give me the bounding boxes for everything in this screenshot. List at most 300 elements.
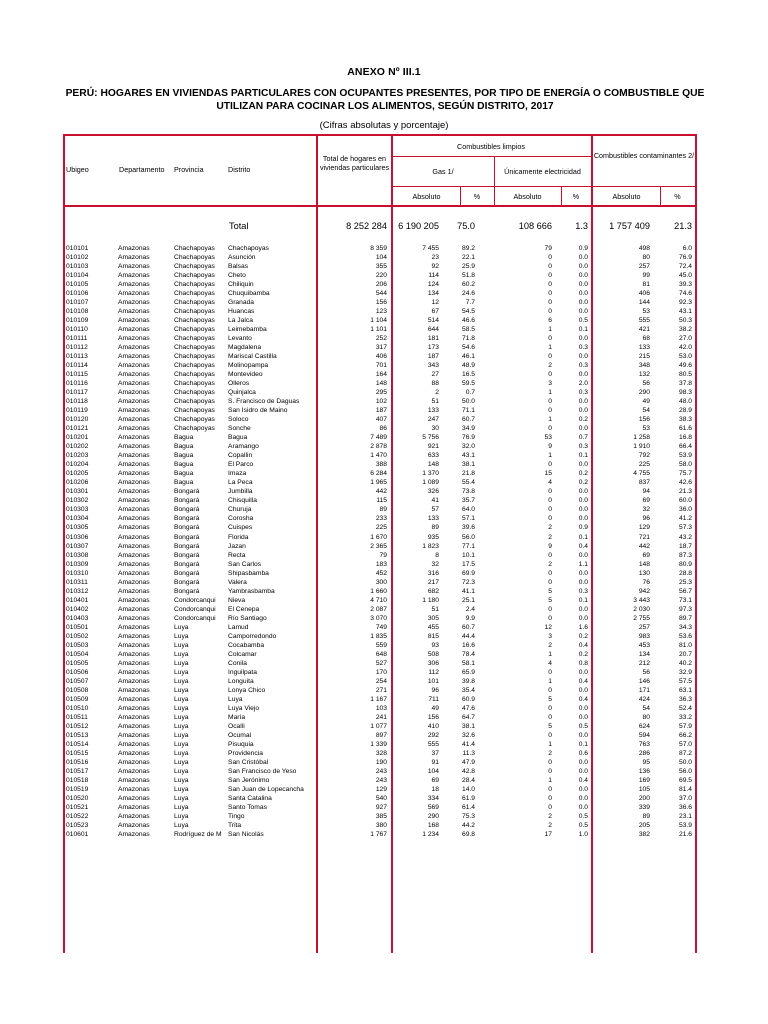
cell-departamento: Amazonas — [118, 713, 150, 721]
cell-cont-abs: 257 — [638, 623, 650, 631]
cell-ubigeo: 010105 — [66, 281, 89, 289]
cell-elec-pct: 0.5 — [578, 317, 588, 325]
cell-elec-pct: 0.0 — [578, 668, 588, 676]
cell-total-households: 233 — [375, 515, 387, 523]
annex-number: ANEXO Nº III.1 — [347, 66, 421, 78]
cell-cont-pct: 45.0 — [678, 272, 692, 280]
cell-ubigeo: 010101 — [66, 245, 89, 252]
cell-total-households: 1 767 — [370, 831, 387, 839]
cell-elec-abs: 2 — [548, 822, 552, 829]
table-row — [63, 614, 697, 623]
cell-departamento: Amazonas — [118, 822, 150, 829]
cell-provincia: Luya — [174, 713, 189, 721]
cell-cont-pct: 81.0 — [678, 641, 692, 649]
cell-provincia: Chachapoyas — [174, 344, 215, 352]
cell-distrito: Colcamar — [228, 650, 257, 658]
cell-provincia: Luya — [174, 776, 189, 784]
cell-departamento: Amazonas — [118, 803, 150, 811]
col-header-cont-pct: % — [674, 192, 681, 201]
cell-total-households: 2 365 — [370, 542, 387, 550]
table-row — [63, 551, 697, 560]
cell-total-households: 220 — [375, 272, 387, 280]
cell-elec-pct: 0.0 — [578, 488, 588, 496]
cell-departamento: Amazonas — [118, 380, 150, 388]
cell-departamento: Amazonas — [118, 425, 150, 433]
cell-elec-pct: 1.0 — [578, 831, 588, 839]
cell-cont-abs: 69 — [642, 551, 650, 559]
cell-distrito: S. Francisco de Daguas — [228, 398, 300, 406]
total-gas-pct: 75.0 — [457, 221, 475, 231]
table-row — [63, 794, 697, 803]
cell-distrito: Quinjalca — [228, 389, 256, 397]
cell-provincia: Luya — [174, 767, 189, 775]
cell-distrito: Copallin — [228, 452, 253, 460]
cell-elec-pct: 0.0 — [578, 353, 588, 361]
col-header-elec-pct: % — [572, 192, 580, 201]
cell-cont-pct: 50.3 — [678, 317, 692, 325]
cell-cont-pct: 57.5 — [678, 677, 692, 685]
cell-total-households: 1 670 — [370, 533, 387, 541]
document-title — [60, 88, 710, 113]
cell-cont-pct: 66.2 — [678, 731, 692, 739]
table-row — [63, 271, 697, 280]
cell-departamento: Amazonas — [118, 668, 150, 676]
cell-elec-abs: 9 — [548, 542, 552, 550]
cell-ubigeo: 010115 — [66, 371, 88, 379]
cell-distrito: Longuita — [228, 677, 254, 685]
cell-provincia: Bongará — [174, 506, 200, 514]
cell-cont-abs: 837 — [638, 479, 650, 487]
cell-gas-abs: 555 — [427, 740, 439, 748]
cell-ubigeo: 010103 — [66, 263, 89, 271]
cell-gas-pct: 39.6 — [461, 524, 475, 532]
cell-cont-pct: 69.5 — [678, 776, 692, 784]
cell-elec-pct: 0.3 — [578, 344, 588, 352]
cell-elec-abs: 0 — [548, 506, 552, 514]
col-header-limpios: Combustibles limpios — [457, 142, 525, 151]
cell-total-households: 7 489 — [370, 434, 387, 442]
cell-departamento: Amazonas — [118, 470, 150, 478]
cell-elec-abs: 2 — [548, 362, 552, 370]
cell-cont-abs: 1 910 — [633, 443, 650, 451]
cell-total-households: 355 — [375, 263, 387, 271]
cell-gas-pct: 71.1 — [461, 407, 475, 415]
cell-departamento: Amazonas — [118, 497, 150, 505]
cell-distrito: Conila — [228, 659, 247, 667]
cell-cont-pct: 53.9 — [678, 452, 692, 460]
table-row — [63, 361, 697, 370]
cell-provincia: Luya — [174, 632, 189, 640]
cell-departamento: Amazonas — [118, 272, 150, 280]
cell-distrito: Molinopampa — [228, 362, 269, 370]
cell-cont-abs: 594 — [638, 731, 650, 739]
cell-total-households: 4 710 — [370, 596, 387, 604]
cell-total-households: 148 — [375, 380, 387, 388]
cell-cont-abs: 96 — [642, 515, 650, 523]
cell-cont-abs: 286 — [638, 749, 650, 757]
cell-provincia: Bagua — [174, 470, 194, 478]
cell-cont-abs: 983 — [638, 632, 650, 640]
col-header-contaminantes: Combustibles contaminantes 2/ — [593, 151, 695, 160]
cell-cont-abs: 129 — [638, 524, 650, 532]
table-row — [63, 343, 697, 352]
cell-elec-pct: 0.1 — [578, 326, 588, 334]
cell-departamento: Amazonas — [118, 641, 150, 649]
cell-total-households: 749 — [375, 623, 387, 631]
cell-ubigeo: 010113 — [66, 353, 88, 361]
cell-total-households: 89 — [379, 506, 387, 514]
cell-elec-abs: 79 — [544, 245, 552, 252]
cell-elec-pct: 2.0 — [578, 380, 588, 388]
cell-cont-abs: 56 — [642, 380, 650, 388]
cell-elec-abs: 0 — [548, 281, 552, 289]
cell-departamento: Amazonas — [118, 353, 150, 361]
table-row — [63, 316, 697, 325]
cell-distrito: Camporredondo — [228, 632, 277, 640]
cell-provincia: Condorcanqui — [174, 596, 216, 604]
cell-departamento: Amazonas — [118, 632, 150, 640]
table-row — [63, 767, 697, 776]
cell-elec-abs: 4 — [548, 479, 552, 487]
cell-cont-abs: 53 — [642, 308, 650, 316]
cell-elec-pct: 0.2 — [578, 650, 588, 658]
cell-cont-abs: 225 — [638, 461, 650, 469]
cell-cont-abs: 32 — [642, 506, 650, 514]
cell-total-households: 170 — [375, 668, 387, 676]
cell-departamento: Amazonas — [118, 389, 150, 397]
cell-cont-abs: 406 — [638, 290, 650, 298]
cell-elec-pct: 0.4 — [578, 641, 588, 649]
cell-cont-pct: 37.8 — [678, 380, 692, 388]
col-header-departamento: Departamento — [119, 165, 165, 174]
cell-gas-pct: 25.9 — [461, 263, 475, 271]
table-row — [63, 533, 697, 542]
cell-provincia: Luya — [174, 668, 189, 676]
cell-ubigeo: 010521 — [66, 803, 89, 811]
cell-departamento: Amazonas — [118, 831, 150, 839]
cell-cont-pct: 66.4 — [678, 443, 692, 451]
table-row — [63, 397, 697, 406]
table-row — [63, 307, 697, 316]
cell-gas-pct: 55.4 — [461, 479, 475, 487]
cell-cont-pct: 92.3 — [678, 299, 692, 307]
cell-cont-abs: 257 — [638, 263, 650, 271]
table-row — [63, 830, 697, 839]
cell-ubigeo: 010503 — [66, 641, 89, 649]
cell-elec-pct: 0.5 — [578, 722, 588, 730]
cell-gas-pct: 75.3 — [461, 812, 475, 820]
cell-cont-abs: 498 — [638, 245, 650, 252]
cell-ubigeo: 010501 — [66, 623, 89, 631]
cell-ubigeo: 010507 — [66, 677, 89, 685]
cell-elec-pct: 0.0 — [578, 551, 588, 559]
cell-cont-abs: 144 — [638, 299, 650, 307]
cell-elec-abs: 0 — [548, 704, 552, 712]
cell-gas-pct: 61.9 — [461, 794, 475, 802]
cell-total-households: 243 — [375, 776, 387, 784]
cell-departamento: Amazonas — [118, 578, 150, 586]
cell-gas-pct: 48.9 — [461, 362, 475, 370]
cell-distrito: Ocalli — [228, 722, 245, 730]
cell-provincia: Luya — [174, 794, 189, 802]
cell-elec-pct: 0.4 — [578, 677, 588, 685]
cell-departamento: Amazonas — [118, 479, 150, 487]
cell-departamento: Amazonas — [118, 443, 150, 451]
cell-departamento: Amazonas — [118, 569, 150, 577]
cell-distrito: La Peca — [228, 479, 253, 487]
cell-gas-pct: 60.9 — [461, 695, 475, 703]
cell-elec-abs: 2 — [548, 641, 552, 649]
table-row — [63, 695, 697, 704]
cell-ubigeo: 010119 — [66, 407, 88, 415]
cell-departamento: Amazonas — [118, 686, 150, 694]
cell-cont-pct: 60.0 — [678, 497, 692, 505]
cell-elec-abs: 2 — [548, 524, 552, 532]
cell-gas-abs: 1 180 — [422, 596, 439, 604]
cell-provincia: Bagua — [174, 452, 194, 460]
cell-provincia: Chachapoyas — [174, 425, 215, 433]
cell-cont-abs: 130 — [638, 569, 650, 577]
cell-departamento: Amazonas — [118, 299, 150, 307]
cell-elec-pct: 0.8 — [578, 659, 588, 667]
total-households: 8 252 284 — [346, 221, 387, 231]
cell-elec-pct: 0.0 — [578, 335, 588, 343]
col-header-gas: Gas 1/ — [432, 167, 454, 176]
col-header-elec-absoluto: Absoluto — [513, 192, 542, 201]
cell-provincia: Luya — [174, 731, 189, 739]
cell-total-households: 701 — [375, 362, 387, 370]
cell-gas-abs: 8 — [435, 551, 439, 559]
cell-cont-pct: 34.3 — [678, 623, 692, 631]
cell-gas-abs: 104 — [427, 767, 439, 775]
cell-cont-abs: 56 — [642, 668, 650, 676]
cell-gas-pct: 72.3 — [461, 578, 475, 586]
table-row — [63, 253, 697, 262]
cell-total-households: 6 284 — [370, 470, 387, 478]
total-elec-abs: 108 666 — [518, 221, 552, 231]
cell-elec-pct: 0.0 — [578, 497, 588, 505]
cell-distrito: Chisquilla — [228, 497, 257, 505]
cell-ubigeo: 010114 — [66, 362, 88, 370]
cell-gas-pct: 41.1 — [461, 587, 475, 595]
cell-provincia: Bongará — [174, 488, 200, 496]
cell-elec-abs: 0 — [548, 758, 552, 766]
cell-elec-abs: 0 — [548, 515, 552, 523]
total-elec-pct: 1.3 — [575, 221, 588, 231]
cell-gas-pct: 89.2 — [461, 245, 475, 252]
cell-elec-abs: 1 — [548, 452, 552, 460]
cell-distrito: Jumbilla — [228, 488, 253, 496]
cell-total-households: 104 — [375, 254, 387, 262]
cell-gas-abs: 96 — [431, 686, 439, 694]
cell-elec-pct: 0.0 — [578, 803, 588, 811]
cell-gas-abs: 18 — [431, 785, 439, 793]
cell-gas-pct: 24.6 — [461, 290, 475, 298]
cell-departamento: Amazonas — [118, 767, 150, 775]
title-line-2: UTILIZAN PARA COCINAR LOS ALIMENTOS, SEGÚN DISTRITO, 2017 — [216, 100, 554, 112]
cell-elec-abs: 0 — [548, 686, 552, 694]
cell-elec-pct: 0.2 — [578, 416, 588, 424]
cell-total-households: 225 — [375, 524, 387, 532]
cell-departamento: Amazonas — [118, 758, 150, 766]
cell-cont-abs: 205 — [638, 822, 650, 829]
cell-elec-abs: 0 — [548, 272, 552, 280]
cell-elec-pct: 0.0 — [578, 704, 588, 712]
cell-ubigeo: 010201 — [66, 434, 89, 442]
cell-total-households: 407 — [375, 416, 387, 424]
cell-ubigeo: 010302 — [66, 497, 89, 505]
cell-ubigeo: 010522 — [66, 812, 89, 820]
cell-departamento: Amazonas — [118, 290, 150, 298]
cell-gas-pct: 0.7 — [465, 389, 475, 397]
cell-provincia: Luya — [174, 704, 189, 712]
cell-elec-abs: 1 — [548, 326, 552, 334]
cell-gas-abs: 27 — [431, 371, 439, 379]
cell-elec-pct: 0.2 — [578, 632, 588, 640]
table-row — [63, 334, 697, 343]
cell-cont-pct: 72.4 — [678, 263, 692, 271]
cell-cont-pct: 63.1 — [678, 686, 692, 694]
cell-cont-pct: 40.2 — [678, 659, 692, 667]
cell-gas-pct: 38.1 — [461, 461, 475, 469]
table-row — [63, 505, 697, 514]
cell-cont-pct: 76.9 — [678, 254, 692, 262]
cell-provincia: Chachapoyas — [174, 389, 215, 397]
cell-gas-pct: 44.4 — [461, 632, 475, 640]
cell-distrito: Florida — [228, 533, 249, 541]
cell-total-households: 380 — [375, 822, 387, 829]
cell-distrito: Lonya Chico — [228, 686, 266, 694]
total-gas-abs: 6 190 205 — [398, 221, 439, 231]
cell-ubigeo: 010202 — [66, 443, 89, 451]
cell-ubigeo: 010108 — [66, 308, 89, 316]
cell-cont-abs: 442 — [638, 542, 650, 550]
table-row — [63, 469, 697, 478]
cell-total-households: 1 835 — [370, 632, 387, 640]
cell-provincia: Bongará — [174, 551, 200, 559]
cell-cont-pct: 74.6 — [678, 290, 692, 298]
cell-provincia: Condorcanqui — [174, 614, 216, 622]
cell-ubigeo: 010104 — [66, 272, 89, 280]
cell-gas-abs: 93 — [431, 641, 439, 649]
cell-gas-pct: 71.8 — [461, 335, 475, 343]
cell-gas-pct: 60.7 — [461, 623, 475, 631]
cell-total-households: 2 878 — [370, 443, 387, 451]
table-row — [63, 433, 697, 442]
col-header-total: Total de hogares en viviendas particulares — [319, 154, 390, 172]
header-divider — [391, 156, 591, 157]
cell-departamento: Amazonas — [118, 794, 150, 802]
cell-ubigeo: 010513 — [66, 731, 89, 739]
cell-distrito: Valera — [228, 578, 247, 586]
cell-total-households: 243 — [375, 767, 387, 775]
cell-elec-abs: 0 — [548, 569, 552, 577]
cell-elec-pct: 0.4 — [578, 542, 588, 550]
cell-elec-abs: 5 — [548, 596, 552, 604]
cell-elec-abs: 0 — [548, 614, 552, 622]
cell-gas-pct: 16.5 — [461, 371, 475, 379]
cell-elec-abs: 0 — [548, 488, 552, 496]
cell-elec-pct: 0.0 — [578, 263, 588, 271]
cell-gas-abs: 30 — [431, 425, 439, 433]
cell-gas-abs: 508 — [427, 650, 439, 658]
table-row — [63, 244, 697, 253]
cell-elec-abs: 1 — [548, 344, 552, 352]
cell-gas-abs: 410 — [427, 722, 439, 730]
cell-gas-abs: 343 — [427, 362, 439, 370]
cell-elec-pct: 0.0 — [578, 515, 588, 523]
cell-ubigeo: 010303 — [66, 506, 89, 514]
cell-gas-abs: 815 — [427, 632, 439, 640]
table-row — [63, 424, 697, 433]
table-row — [63, 677, 697, 686]
cell-gas-abs: 88 — [431, 380, 439, 388]
cell-gas-pct: 38.1 — [461, 722, 475, 730]
table-row — [63, 605, 697, 614]
cell-provincia: Bagua — [174, 479, 194, 487]
cell-cont-pct: 28.8 — [678, 569, 692, 577]
cell-cont-pct: 36.6 — [678, 803, 692, 811]
cell-provincia: Rodríguez de M — [174, 831, 222, 839]
cell-provincia: Luya — [174, 749, 189, 757]
cell-ubigeo: 010309 — [66, 560, 89, 568]
table-row — [63, 352, 697, 361]
cell-elec-abs: 0 — [548, 371, 552, 379]
cell-gas-abs: 173 — [427, 344, 439, 352]
cell-cont-pct: 37.0 — [678, 794, 692, 802]
cell-cont-pct: 61.6 — [678, 425, 692, 433]
cell-cont-abs: 136 — [638, 767, 650, 775]
cell-total-households: 2 087 — [370, 605, 387, 613]
cell-distrito: San Juan de Lopecancha — [228, 785, 304, 793]
cell-gas-abs: 644 — [427, 326, 439, 334]
cell-gas-pct: 2.4 — [465, 605, 475, 613]
cell-departamento: Amazonas — [118, 362, 150, 370]
cell-ubigeo: 010205 — [66, 470, 89, 478]
table-row — [63, 460, 697, 469]
cell-distrito: Montevideo — [228, 371, 263, 379]
cell-distrito: Soloco — [228, 416, 249, 424]
cell-cont-abs: 453 — [638, 641, 650, 649]
cell-cont-abs: 2 755 — [633, 614, 650, 622]
cell-elec-abs: 53 — [544, 434, 552, 442]
cell-distrito: San Jerónimo — [228, 776, 270, 784]
cell-elec-abs: 15 — [544, 470, 552, 478]
cell-provincia: Luya — [174, 641, 189, 649]
cell-gas-abs: 316 — [427, 569, 439, 577]
cell-gas-abs: 133 — [427, 515, 439, 523]
cell-gas-abs: 12 — [431, 299, 439, 307]
cell-gas-abs: 41 — [431, 497, 439, 505]
cell-gas-abs: 1 234 — [422, 831, 439, 839]
cell-gas-abs: 247 — [427, 416, 439, 424]
cell-provincia: Chachapoyas — [174, 326, 215, 334]
cell-cont-abs: 134 — [638, 650, 650, 658]
cell-ubigeo: 010511 — [66, 713, 88, 721]
cell-total-households: 317 — [375, 344, 387, 352]
cell-distrito: Granada — [228, 299, 255, 307]
table-row — [63, 659, 697, 668]
cell-provincia: Bongará — [174, 560, 200, 568]
cell-total-households: 271 — [375, 686, 387, 694]
cell-gas-abs: 156 — [427, 713, 439, 721]
cell-ubigeo: 010204 — [66, 461, 89, 469]
cell-total-households: 254 — [375, 677, 387, 685]
cell-gas-pct: 44.2 — [461, 822, 475, 829]
col-header-provincia: Provincia — [174, 165, 204, 174]
cell-ubigeo: 010516 — [66, 758, 89, 766]
total-cont-pct: 21.3 — [674, 221, 692, 231]
